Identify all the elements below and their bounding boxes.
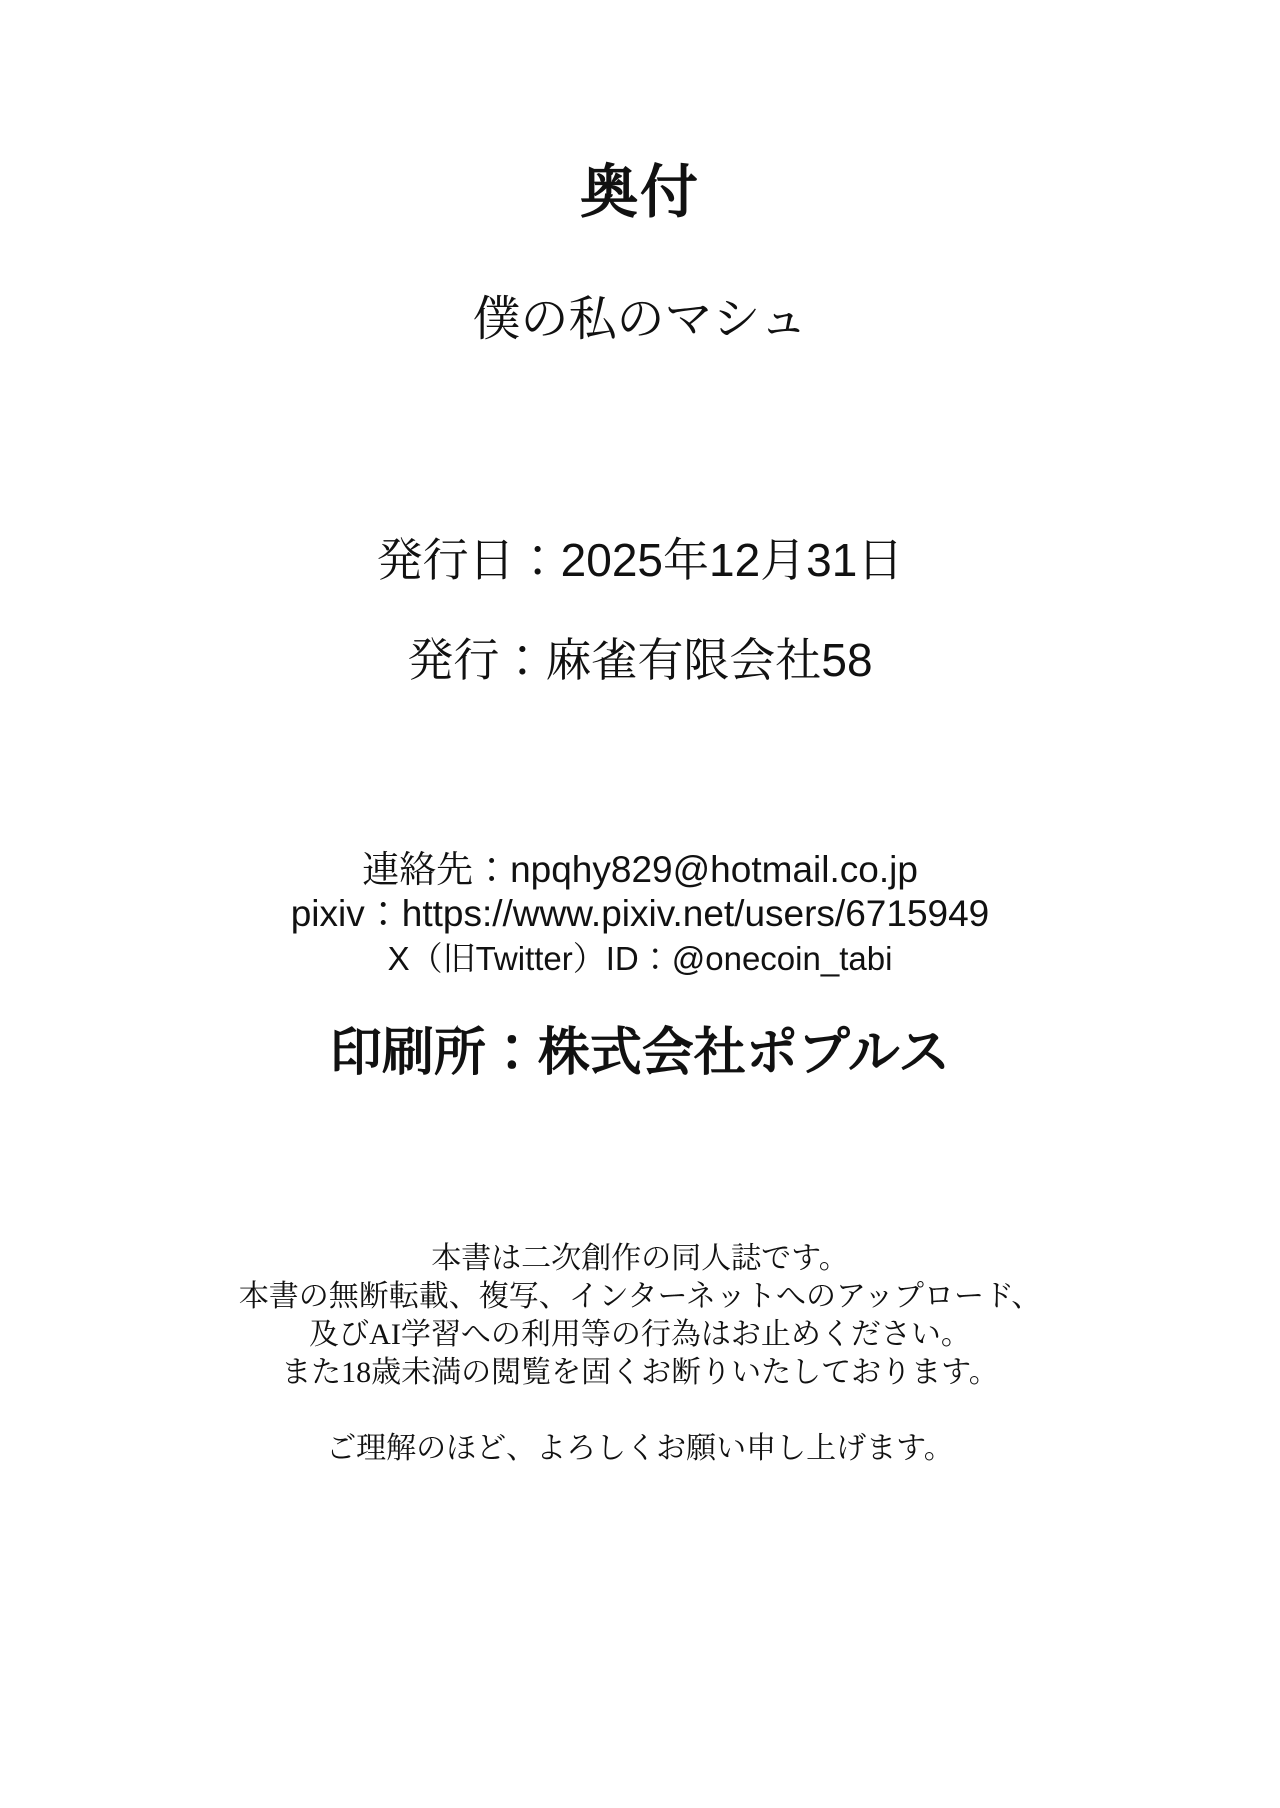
printer-line: 印刷所：株式会社ポプルス xyxy=(329,1024,951,1082)
disclaimer-line-1: 本書は二次創作の同人誌です。 xyxy=(431,1242,849,1275)
colophon-heading: 奥付 xyxy=(579,160,700,225)
contact-email-line: 連絡先：npqhy829@hotmail.co.jp xyxy=(362,849,918,890)
publisher-line: 発行：麻雀有限会社58 xyxy=(407,634,873,686)
contact-x-twitter-line: X（旧Twitter）ID：@onecoin_tabi xyxy=(387,940,893,977)
work-title: 僕の私のマシュ xyxy=(472,293,808,346)
disclaimer-line-2: 本書の無断転載、複写、インターネットへのアップロード、 xyxy=(238,1280,1042,1313)
disclaimer-closing-line: ご理解のほど、よろしくお願い申し上げます。 xyxy=(326,1432,954,1465)
disclaimer-line-4: また18歳未満の閲覧を固くお断りいたしております。 xyxy=(281,1356,999,1389)
publication-date-line: 発行日：2025年12月31日 xyxy=(376,534,904,586)
disclaimer-line-3: 及びAI学習への利用等の行為はお止めください。 xyxy=(309,1318,971,1351)
contact-pixiv-line: pixiv：https://www.pixiv.net/users/6715949 xyxy=(290,893,990,934)
disclaimer-notice xyxy=(0,1240,1280,1468)
